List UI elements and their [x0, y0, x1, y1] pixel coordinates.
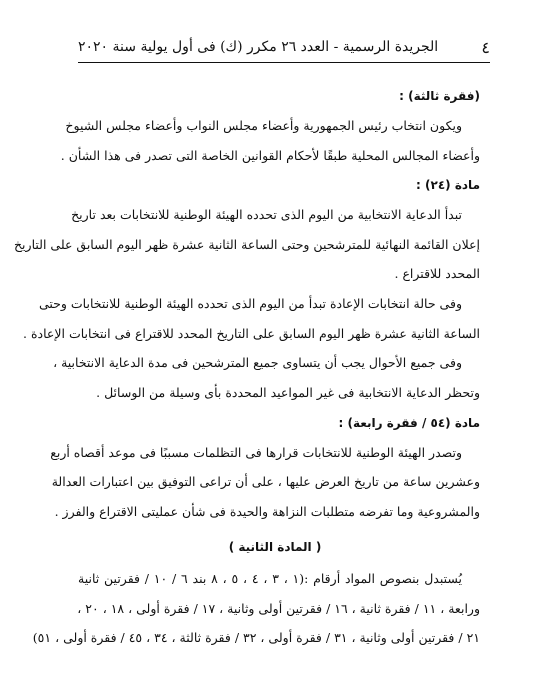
paragraph-line: ٢١ / فقرتين أولى وثانية ، ٣١ / فقرة أولى ، ٣٢ / فقرة ثالثة ، ٣٤ ، ٤٥ / فقرة أولى ، ٥١) — [32, 630, 480, 645]
section-heading: مادة (٥٤ / فقرة رابعة) : — [338, 416, 480, 430]
page-number: ٤ — [481, 37, 490, 57]
page-header — [78, 36, 490, 58]
section-heading: مادة (٢٤) : — [416, 178, 480, 192]
paragraph-line: الساعة الثانية عشرة ظهر اليوم السابق على التاريخ المحدد للاقتراع فى انتخابات الإعادة . — [23, 326, 480, 341]
paragraph-line: وتحظر الدعاية الانتخابية فى غير المواعيد المحددة بأى وسيلة من الوسائل . — [96, 385, 480, 400]
paragraph-line: تبدأ الدعاية الانتخابية من اليوم الذى تحدده الهيئة الوطنية للانتخابات بعد تاريخ — [71, 207, 462, 222]
paragraph-line: ورابعة ، ١١ / فقرة ثانية ، ١٦ / فقرتين أولى وثانية ، ١٧ / فقرة أولى ، ١٨ ، ٢٠ ، — [77, 601, 480, 616]
paragraph-line: وتصدر الهيئة الوطنية للانتخابات قرارها فى التظلمات مسببًا فى موعد أقصاه أربع — [50, 445, 462, 460]
paragraph-line: وفى جميع الأحوال يجب أن يتساوى جميع المترشحين فى مدة الدعاية الانتخابية ، — [53, 355, 462, 370]
paragraph-line: يُستبدل بنصوص المواد أرقام :(١ ، ٣ ، ٤ ، ٥ ، ٨ بند ٦ / ١٠ / فقرتين ثانية — [78, 571, 463, 586]
paragraph-line: ويكون انتخاب رئيس الجمهورية وأعضاء مجلس النواب وأعضاء مجلس الشيوخ — [65, 118, 462, 133]
header-title: الجريدة الرسمية - العدد ٢٦ مكرر (ك) فى أول يولية سنة ٢٠٢٠ — [78, 39, 439, 55]
article-heading: ( المادة الثانية ) — [228, 540, 322, 554]
paragraph-line: إعلان القائمة النهائية للمترشحين وحتى الساعة الثانية عشرة ظهر اليوم السابق على التاريخ — [13, 237, 480, 252]
section-heading: (فقرة ثالثة) : — [399, 89, 480, 103]
paragraph-line: وأعضاء المجالس المحلية طبقًا لأحكام القوانين الخاصة التى تصدر فى هذا الشأن . — [60, 148, 480, 163]
paragraph-line: المحدد للاقتراع . — [394, 266, 480, 281]
header-rule — [78, 62, 490, 63]
paragraph-line: وعشرين ساعة من تاريخ العرض عليها ، على أن تراعى التوفيق بين اعتبارات العدالة — [51, 474, 480, 489]
paragraph-line: وفى حالة انتخابات الإعادة تبدأ من اليوم الذى تحدده الهيئة الوطنية للانتخابات وحتى — [38, 296, 462, 311]
paragraph-line: والمشروعية وما تفرضه متطلبات النزاهة والحيدة فى شأن عمليتى الاقتراع والفرز . — [54, 504, 480, 519]
